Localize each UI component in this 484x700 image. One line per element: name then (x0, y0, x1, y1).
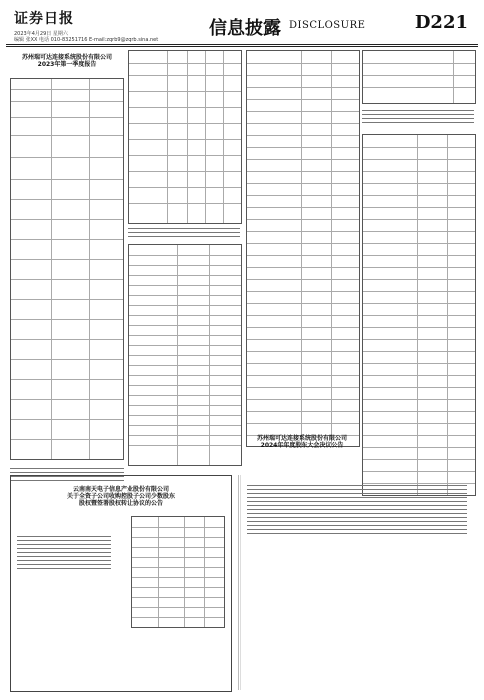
masthead (6, 6, 478, 46)
lower-left-title: 云南南天电子信息产业股份有限公司 关于全资子公司收购控股子公司少数股东 股权暨签署股权转让协议的公告 (66, 486, 175, 507)
contact-line: 编辑 张XX 电话 010-83251716 E-mail:zqrb9@zqrb.sina.net (14, 37, 159, 43)
lower-divider (238, 475, 239, 690)
col2-table-2 (128, 244, 242, 466)
lower-left-announcement (10, 475, 232, 692)
col3-table (246, 50, 360, 447)
col4-table (362, 134, 476, 496)
section-subtitle: DISCLOSURE (289, 20, 366, 31)
page-number: D221 (414, 12, 468, 33)
mid-announcement-title: 苏州瑞可达连接系统股份有限公司 2024年年度股东大会决议公告 (256, 435, 347, 449)
header-rule-2 (6, 46, 478, 47)
lower-right-area (240, 475, 473, 690)
col1-table (10, 78, 124, 460)
issue-date: 2023年4月29日 星期六 (14, 31, 68, 37)
header-rule (6, 44, 478, 45)
col2-table (128, 50, 242, 224)
lower-left-table (131, 516, 225, 628)
col1-heading: 苏州瑞可达连接系统股份有限公司 2023年第一季度报告 (21, 54, 112, 68)
section-title: 信息披露 (209, 18, 281, 39)
newspaper-logo: 证券日报 (14, 11, 74, 27)
col4-table-top (362, 50, 476, 104)
